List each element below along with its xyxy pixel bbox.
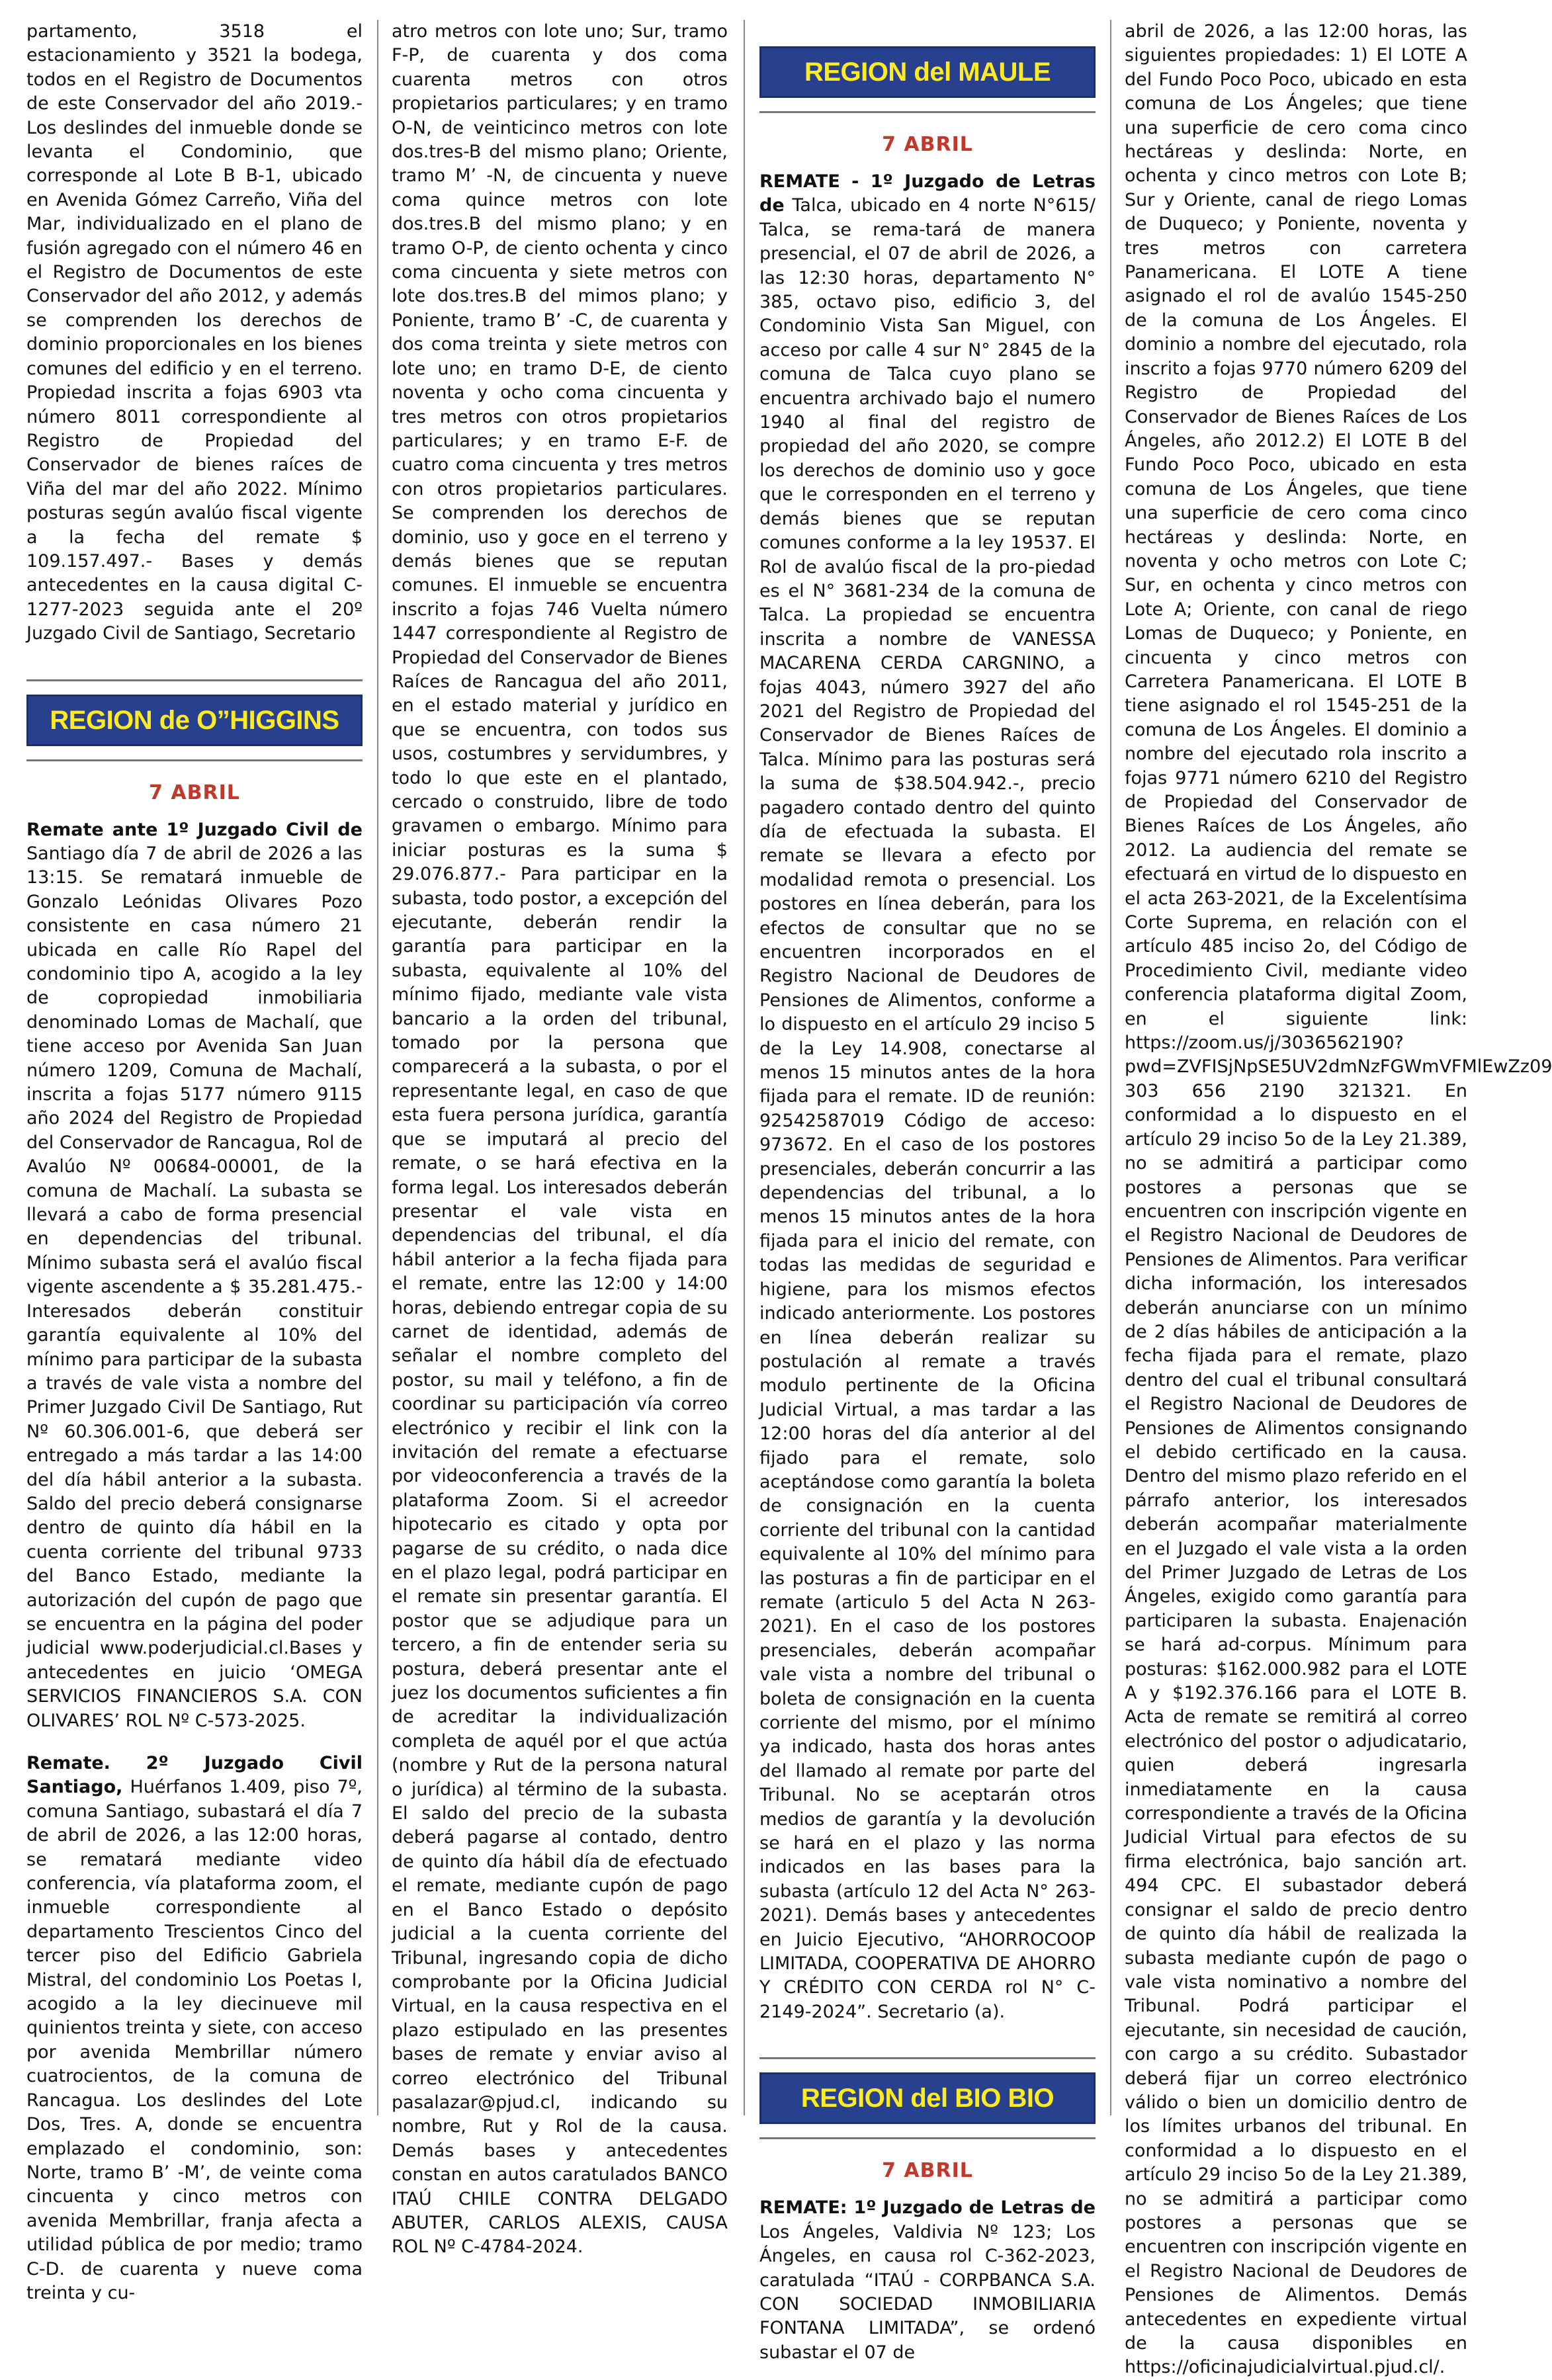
column-divider [1110,20,1111,2115]
notice-continuation: partamento, 3518 el estacionamiento y 3521 la bodega, todos en el Registro de Documentos de este Conservador del año 2019.- Los deslindes del inmueble donde se levanta el Condominio, que corresponde al Lote B B-1, ubicado en Avenida Gómez Carreño, Viña del Mar, individualizado en el plano de fusión agregado con el número 46 en el Registro de Documentos de este Conservador del año 2012, y además se comprenden los derechos de dominio proporcionales en los bienes comunes del edificio y en el terreno. Propiedad inscrita a fojas 6903 vta número 8011 correspondiente al Registro de Propiedad del Conservador de bienes raíces de Viña del mar del año 2022. Mínimo posturas según avalúo fiscal vigente a la fecha del remate $ 109.157.497.- Bases y demás antecedentes en la causa digital C-1277-2023 seguida ante el 20º Juzgado Civil de Santiago, Secretario [26,21,363,644]
notice-lead: Remate. 2º Juzgado Civil Santiago, [26,1753,363,1798]
section-rule [759,2137,1096,2139]
notice-continuation: atro metros con lote uno; Sur, tramo F-P, de cuarenta y dos coma cuarenta metros con otros propietarios particulares; y en tramo O-N, de veinticinco metros con lote dos.tres-B del mismo plano; Oriente, tramo M’ -N, de cincuenta y nueve coma quince metros con lote dos.tres.B del mismo plano; y en tramo O-P, de ciento ochenta y cinco coma cincuenta y siete metros con lote dos.tres.B del mimos plano; y Poniente, tramo B’ -C, de cuarenta y dos coma treinta y siete metros con lote uno; en tramo D-E, de ciento noventa y ocho coma cincuenta y tres metros con otros propietarios particulares; y en tramo E-F. de cuatro coma cincuenta y tres metros con otros propietarios particulares. Se comprenden los derechos de dominio, uso y goce en el terreno y demás bienes que se reputan comunes. El inmueble se encuentra inscrito a fojas 746 Vuelta número 1447 correspondiente al Registro de Propiedad del Conservador de Bienes Raíces de Rancagua del año 2011, en el estado material y jurídico en que se encuentra, con todos sus usos, costumbres y servidumbres, y todo lo que este en el plantado, cercado o construido, libre de todo gravamen o embargo. Mínimo para iniciar posturas es la suma $ 29.076.877.- Para participar en la subasta, todo postor, a excepción del ejecutante, deberán rendir la garantía para participar en la subasta, equivalente al 10% del mínimo fijado, mediante vale vista bancario a la orden del tribunal, tomado por la persona que comparecerá a la subasta, o por el representante legal, en caso de que esta fuera persona jurídica, garantía que se imputará al precio del remate, o se hará efectiva en la forma legal. Los interesados deberán presentar el vale vista en dependencias del tribunal, el día hábil anterior a la fecha fijada para el remate, entre las 12:00 y 14:00 horas, debiendo entregar copia de su carnet de identidad, además de señalar el nombre completo del postor, su mail y teléfono, a fin de coordinar su participación vía correo electrónico y recibir el link con la invitación del remate a efectuarse por videoconferencia a través de la plataforma Zoom. Si el acreedor hipotecario es citado y opta por pagarse de su crédito, o nada dice en el plazo legal, podrá participar en el remate sin presentar garantía. El postor que se adjudique para un tercero, a fin de entender seria su postura, deberá presentar ante el juez los documentos suficientes a fin de acreditar la individualización completa de aquél por el que actúa (nombre y Rut de la persona natural o jurídica) al término de la subasta. El saldo del precio de la subasta deberá pagarse al contado, dentro de quinto día hábil día de efectuado el remate, mediante cupón de pago en el Banco Estado o depósito judicial a la cuenta corriente del Tribunal, ingresando copia de dicho comprobante por la Oficina Judicial Virtual, en la causa respectiva en el plazo estipulado en las presentes bases de remate y enviar aviso al correo electrónico del Tribunal pasalazar@pjud.cl, indicando su nombre, Rut y Rol de la causa. Demás bases y antecedentes constan en autos caratulados BANCO ITAÚ CHILE CONTRA DELGADO ABUTER, CARLOS ALEXIS, CAUSA ROL Nº C-4784-2024. [392,21,728,2258]
notice-continuation: abril de 2026, a las 12:00 horas, las siguientes propiedades: 1) El LOTE A del Fundo Poco Poco, ubicado en esta comuna de Los Ángeles; que tiene una superficie de cero coma cinco hectáreas y deslinda: Norte, en ochenta y cinco metros con Lote B; Sur y Oriente, canal de riego Lomas de Duqueco; y Poniente, noventa y tres metros con carretera Panamericana. El LOTE A tiene asignado el rol de avalúo 1545-250 de la comuna de Los Ángeles. El dominio a nombre del ejecutado, rola inscrito a fojas 9770 número 6209 del Registro de Propiedad del Conservador de Bienes Raíces de Los Ángeles, año 2012.2) El LOTE B del Fundo Poco Poco, ubicado en esta comuna de Los Ángeles, que tiene una superficie de cero coma cinco hectáreas y deslinda: Norte, en noventa y ocho metros con Lote C; Sur, en ochenta y cinco metros con Lote A; Oriente, con canal de riego Lomas de Duqueco; y Poniente, en cincuenta y cinco metros con Carretera Panamericana. El LOTE B tiene asignado el rol 1545-251 de la comuna de Los Ángeles. El dominio a nombre del ejecutado rola inscrito a fojas 9771 número 6210 del Registro de Propiedad del Conservador de Bienes Raíces de Los Ángeles, año 2012. La audiencia del remate se efectuará en virtud de lo dispuesto en el acta 263-2021, de la Excelentísima Corte Suprema, en relación con el artículo 485 inciso 2o, del Código de Procedimiento Civil, mediante video conferencia plataforma digital Zoom, en el siguiente link: https://zoom.us/j/3036562190?pwd=ZVFISjNpSE5UV2dmNzFGWmVFMlEwZz09 303 656 2190 321321. En conformidad a lo dispuesto en el artículo 29 inciso 5o de la Ley 21.389, no se admitirá a participar como postores a personas que se encuentren con inscripción vigente en el Registro Nacional de Deudores de Pensiones de Alimentos. Para verificar dicha información, los interesados deberán anunciarse con un mínimo de 2 días hábiles de anticipación a la fecha fijada para el remate, plazo dentro del cual el tribunal consultará el Registro Nacional de Deudores de Pensiones de Alimentos consignando el debido certificado en la causa. Dentro del mismo plazo referido en el párrafo anterior, los interesados deberán acompañar materialmente en el Juzgado el vale vista a la orden del Primer Juzgado de Letras de Los Ángeles, exigido como garantía para participaren la subasta. Enajenación se hará ad-corpus. Mínimum para posturas: $162.000.982 para el LOTE A y $192.376.166 para el LOTE B. Acta de remate se remitirá al correo electrónico del postor o adjudicatario, quien deberá ingresarla inmediatamente en la causa correspondiente a través de la Oficina Judicial Virtual para efectos de su firma electrónica, bajo sanción art. 494 CPC. El subastador deberá consignar el saldo de precio dentro de quinto día hábil de realizada la subasta mediante cupón de pago o vale vista nominativo a nombre del Tribunal. Podrá participar el ejecutante, sin necesidad de caución, con cargo a su crédito. Subastador deberá fijar un correo electrónico válido o bien un domicilio dentro de los límites urbanos del tribunal. En conformidad a lo dispuesto en el artículo 29 inciso 5o de la Ley 21.389, no se admitirá a participar como postores a personas que se encuentren con inscripción vigente en el Registro Nacional de Deudores de Pensiones de Alimentos. Demás antecedentes en expediente virtual de la causa disponibles en https://oficinajudicialvirtual.pjud.cl/. [1125,21,1552,2378]
auction-notice [26,818,363,1733]
auction-notice [759,2196,1096,2365]
auction-notice [759,170,1096,2024]
section-title: REGION de O”HIGGINS [26,695,363,746]
section-rule [26,679,363,681]
notice-lead: REMATE - 1º Juzgado de Letras de [759,171,1096,216]
section-title: REGION del BIO BIO [759,2072,1096,2124]
notice-lead: Remate ante 1º Juzgado Civil de [26,819,363,840]
section-rule [759,111,1096,113]
notice-body: Talca, ubicado en 4 norte N°615/ Talca, se rema-tará de manera presencial, el 07 de abril de 2026, a las 12:30 horas, departamento N° 385, octavo piso, edificio 3, del Condominio Vista San Miguel, con acceso por calle 4 sur N° 2845 de la comuna de Talca cuyo plano se encuentra archivado bajo el numero 1940 al final del registro de propiedad del año 2020, se compre los derechos de dominio uso y goce que le corresponden en el terreno y demás bienes que se reputan comunes conforme a la ley 19537. El Rol de avalúo fiscal de la pro-piedad es el N° 3681-234 de la comuna de Talca. La propiedad se encuentra inscrita a nombre de VANESSA MACARENA CERDA CARGNINO, a fojas 4043, número 3927 del año 2021 del Registro de Propiedad del Conservador de Bienes Raíces de Talca. Mínimo para las posturas será la suma de $38.504.942.-, precio pagadero contado dentro del quinto día de efectuada la subasta. El remate se llevara a efecto por modalidad remota o presencial. Los postores en línea deberán, para los efectos de consultar que no se encuentren incorporados en el Registro Nacional de Deudores de Pensiones de Alimentos, conforme a lo dispuesto en el artículo 29 inciso 5 de la Ley 14.908, conectarse al menos 15 minutos antes de la hora fijada para el remate. ID de reunión: 92542587019 Código de acceso: 973672. En el caso de los postores presenciales, deberán concurrir a las dependencias del tribunal, a lo menos 15 minutos antes de la hora fijada para el inicio del remate, con todas las medidas de seguridad e higiene, para los mismos efectos indicado anteriormente. Los postores en línea deberán realizar su postulación al remate a través modulo pertinente de la Oficina Judicial Virtual, a mas tardar a las 12:00 horas del día anterior al del fijado para el remate, solo aceptándose como garantía la boleta de consignación en la cuenta corriente del tribunal con la cantidad equivalente al 10% del mínimo para las posturas a fin de participar en el remate (articulo 5 del Acta N 263- 2021). En el caso de los postores presenciales, deberán acompañar vale vista a nombre del tribunal o boleta de consignación en la cuenta corriente del mismo, por el mínimo ya indicado, hasta dos horas antes del llamado al remate por parte del Tribunal. No se aceptarán otros medios de garantía y la devolución se hará en el plazo y las norma indicados en las bases para la subasta (artículo 12 del Acta N° 263-2021). Demás bases y antecedentes en Juicio Ejecutivo, “AHORROCOOP LIMITADA, COOPERATIVA DE AHORRO Y CRÉDITO CON CERDA rol N° C-2149-2024”. Secretario (a). [759,195,1096,2022]
section-rule [759,2057,1096,2059]
column-3 [759,20,1096,2363]
notice-body: Los Ángeles, Valdivia Nº 123; Los Ángeles, en causa rol C-362-2023, caratulada “ITAÚ - CORPBANCA S.A. CON SOCIEDAD INMOBILIARIA FONTANA LIMITADA”, se ordenó subastar el 07 de [759,2221,1096,2363]
section-date: 7 ABRIL [149,781,240,804]
column-divider [377,20,378,2115]
auction-notice [26,1752,363,2305]
column-divider [744,20,745,2115]
notice-lead: REMATE: 1º Juzgado de Letras de [759,2197,1096,2219]
notice-body: Santiago día 7 de abril de 2026 a las 13:15. Se rematará inmueble de Gonzalo Leónidas Olivares Pozo consistente en casa número 21 ubicada en calle Río Rapel del condominio tipo A, acogido a la ley de copropiedad inmobiliaria denominado Lomas de Machalí, que tiene acceso por Avenida San Juan número 1209, Comuna de Machalí, inscrita a fojas 5177 número 9115 año 2024 del Registro de Propiedad del Conservador de Rancagua, Rol de Avalúo Nº 00684-00001, de la comuna de Machalí. La subasta se llevará a cabo de forma presencial en dependencias del tribunal. Mínimo subasta será el avalúo fiscal vigente ascendente a $ 35.281.475.- Interesados deberán constituir garantía equivalente al 10% del mínimo para participar de la subasta a través de vale vista a nombre del Primer Juzgado Civil De Santiago, Rut Nº 60.306.001-6, que deberá ser entregado a más tardar a las 14:00 del día hábil anterior a la subasta. Saldo del precio deberá consignarse dentro de quinto día hábil en la cuenta corriente del tribunal 9733 del Banco Estado, mediante la autorización del cupón de pago que se encuentra en la página del poder judicial www.poderjudicial.cl.Bases y antecedentes en juicio ‘OMEGA SERVICIOS FINANCIEROS S.A. CON OLIVARES’ ROL Nº C-573-2025. [26,843,363,1731]
section-ohiggins [26,679,363,806]
column-2 [392,20,728,2258]
column-4 [1125,20,1552,2378]
section-maule [759,46,1096,158]
notice-body: Huérfanos 1.409, piso 7º, comuna Santiago, subastará el día 7 de abril de 2026, a las 12:00 horas, se rematará mediante video conferencia, vía plataforma zoom, el inmueble correspondiente al departamento Trescientos Cinco del tercer piso del Edificio Gabriela Mistral, del condominio Los Poetas I, acogido a la ley diecinueve mil quinientos treinta y siete, con acceso por avenida Membrillar número cuatrocientos, de la comuna de Rancagua. Los deslindes del Lote Dos, Tres. A, donde se encuentra emplazado el condominio, son: Norte, tramo B’ -M’, de veinte coma cincuenta y cinco metros con avenida Membrillar, franja afecta a utilidad pública de por medio; tramo C-D. de cuarenta y nueve coma treinta y cu- [26,1777,363,2303]
section-biobio [759,2057,1096,2184]
section-date: 7 ABRIL [882,133,973,156]
section-rule [26,759,363,761]
section-date: 7 ABRIL [882,2159,973,2183]
column-1 [26,20,363,2303]
section-title: REGION del MAULE [759,46,1096,98]
